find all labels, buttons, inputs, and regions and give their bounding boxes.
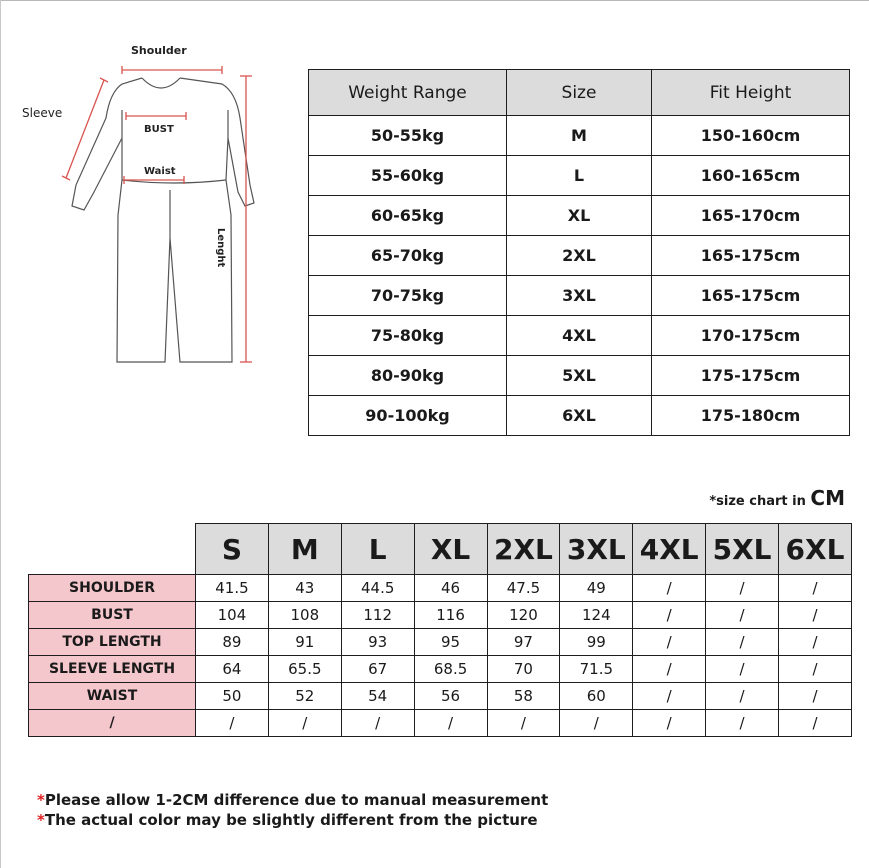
size-cell: M xyxy=(507,116,652,156)
frame-left-border xyxy=(0,0,1,868)
size-col-header: XL xyxy=(414,524,487,575)
value-cell: / xyxy=(706,602,779,629)
table-row xyxy=(29,710,852,737)
value-cell: / xyxy=(779,656,852,683)
weight-range-cell: 90-100kg xyxy=(309,396,507,436)
table-row xyxy=(29,629,852,656)
waist-label: Waist xyxy=(144,166,176,177)
fit-height-cell: 165-175cm xyxy=(652,236,850,276)
value-cell: 97 xyxy=(487,629,560,656)
value-cell: 89 xyxy=(196,629,269,656)
value-cell: 120 xyxy=(487,602,560,629)
table-row xyxy=(309,116,850,156)
value-cell: 49 xyxy=(560,575,633,602)
row-label: TOP LENGTH xyxy=(29,629,196,656)
value-cell: / xyxy=(706,575,779,602)
jumpsuit-illustration xyxy=(14,40,264,380)
footnote-text: The actual color may be slightly different from the picture xyxy=(44,811,538,829)
footnote-text: Please allow 1-2CM difference due to manual measurement xyxy=(44,791,549,809)
footnotes xyxy=(37,790,548,830)
table-row xyxy=(309,396,850,436)
weight-table-header-row xyxy=(309,70,850,116)
footnote xyxy=(37,810,548,830)
fit-height-cell: 170-175cm xyxy=(652,316,850,356)
value-cell: / xyxy=(633,656,706,683)
length-label: Lenght xyxy=(215,228,226,268)
value-cell: 112 xyxy=(341,602,414,629)
value-cell: / xyxy=(779,629,852,656)
measurement-table xyxy=(28,523,852,737)
fit-height-header: Fit Height xyxy=(652,70,850,116)
value-cell: / xyxy=(706,629,779,656)
fit-height-cell: 165-175cm xyxy=(652,276,850,316)
value-cell: 47.5 xyxy=(487,575,560,602)
row-label: SHOULDER xyxy=(29,575,196,602)
value-cell: 93 xyxy=(341,629,414,656)
size-col-header: 4XL xyxy=(633,524,706,575)
value-cell: / xyxy=(560,710,633,737)
weight-range-cell: 55-60kg xyxy=(309,156,507,196)
weight-range-cell: 60-65kg xyxy=(309,196,507,236)
size-header: Size xyxy=(507,70,652,116)
table-row xyxy=(309,276,850,316)
value-cell: 54 xyxy=(341,683,414,710)
weight-range-cell: 50-55kg xyxy=(309,116,507,156)
size-col-header: 2XL xyxy=(487,524,560,575)
corner-cell xyxy=(29,524,196,575)
frame-top-border xyxy=(0,0,869,1)
value-cell: / xyxy=(706,656,779,683)
value-cell: / xyxy=(487,710,560,737)
value-cell: / xyxy=(779,683,852,710)
size-cell: 5XL xyxy=(507,356,652,396)
size-cell: 2XL xyxy=(507,236,652,276)
size-col-header: 6XL xyxy=(779,524,852,575)
size-col-header: 5XL xyxy=(706,524,779,575)
value-cell: 124 xyxy=(560,602,633,629)
size-col-header: S xyxy=(196,524,269,575)
value-cell: / xyxy=(196,710,269,737)
value-cell: / xyxy=(414,710,487,737)
footnote xyxy=(37,790,548,810)
value-cell: / xyxy=(779,575,852,602)
value-cell: / xyxy=(633,710,706,737)
value-cell: / xyxy=(779,602,852,629)
fit-height-cell: 160-165cm xyxy=(652,156,850,196)
value-cell: 91 xyxy=(268,629,341,656)
row-label: SLEEVE LENGTH xyxy=(29,656,196,683)
value-cell: 95 xyxy=(414,629,487,656)
table-row xyxy=(309,236,850,276)
value-cell: 65.5 xyxy=(268,656,341,683)
asterisk: * xyxy=(37,791,45,809)
value-cell: / xyxy=(633,602,706,629)
size-header-row xyxy=(29,524,852,575)
size-cell: L xyxy=(507,156,652,196)
value-cell: 71.5 xyxy=(560,656,633,683)
value-cell: 64 xyxy=(196,656,269,683)
size-chart-unit-note xyxy=(709,486,845,510)
table-row xyxy=(29,683,852,710)
sleeve-label: Sleeve xyxy=(22,106,63,120)
asterisk: * xyxy=(37,811,45,829)
size-cell: XL xyxy=(507,196,652,236)
table-row xyxy=(309,316,850,356)
value-cell: 52 xyxy=(268,683,341,710)
table-row xyxy=(29,602,852,629)
size-col-header: M xyxy=(268,524,341,575)
value-cell: / xyxy=(706,683,779,710)
value-cell: 50 xyxy=(196,683,269,710)
value-cell: / xyxy=(341,710,414,737)
table-row xyxy=(309,196,850,236)
value-cell: 116 xyxy=(414,602,487,629)
value-cell: 58 xyxy=(487,683,560,710)
row-label: / xyxy=(29,710,196,737)
fit-height-cell: 175-175cm xyxy=(652,356,850,396)
jumpsuit-figure xyxy=(14,40,264,380)
table-row xyxy=(29,575,852,602)
value-cell: 44.5 xyxy=(341,575,414,602)
value-cell: 60 xyxy=(560,683,633,710)
fit-height-cell: 165-170cm xyxy=(652,196,850,236)
row-label: BUST xyxy=(29,602,196,629)
bust-label: BUST xyxy=(144,124,174,135)
fit-height-cell: 150-160cm xyxy=(652,116,850,156)
table-row xyxy=(309,156,850,196)
size-cell: 6XL xyxy=(507,396,652,436)
weight-range-header: Weight Range xyxy=(309,70,507,116)
size-note-prefix: *size chart in xyxy=(709,494,811,509)
size-cell: 4XL xyxy=(507,316,652,356)
weight-size-table xyxy=(308,69,850,436)
value-cell: / xyxy=(633,629,706,656)
value-cell: / xyxy=(633,683,706,710)
value-cell: 108 xyxy=(268,602,341,629)
table-row xyxy=(309,356,850,396)
value-cell: / xyxy=(779,710,852,737)
weight-range-cell: 70-75kg xyxy=(309,276,507,316)
size-col-header: 3XL xyxy=(560,524,633,575)
weight-range-cell: 80-90kg xyxy=(309,356,507,396)
value-cell: 56 xyxy=(414,683,487,710)
shoulder-label: Shoulder xyxy=(131,44,187,57)
table-row xyxy=(29,656,852,683)
value-cell: 68.5 xyxy=(414,656,487,683)
value-cell: 46 xyxy=(414,575,487,602)
size-note-unit: CM xyxy=(810,486,845,510)
weight-range-cell: 75-80kg xyxy=(309,316,507,356)
value-cell: / xyxy=(633,575,706,602)
value-cell: 43 xyxy=(268,575,341,602)
size-col-header: L xyxy=(341,524,414,575)
size-cell: 3XL xyxy=(507,276,652,316)
weight-range-cell: 65-70kg xyxy=(309,236,507,276)
value-cell: 99 xyxy=(560,629,633,656)
value-cell: 104 xyxy=(196,602,269,629)
fit-height-cell: 175-180cm xyxy=(652,396,850,436)
row-label: WAIST xyxy=(29,683,196,710)
value-cell: 67 xyxy=(341,656,414,683)
value-cell: / xyxy=(706,710,779,737)
value-cell: 41.5 xyxy=(196,575,269,602)
value-cell: 70 xyxy=(487,656,560,683)
value-cell: / xyxy=(268,710,341,737)
